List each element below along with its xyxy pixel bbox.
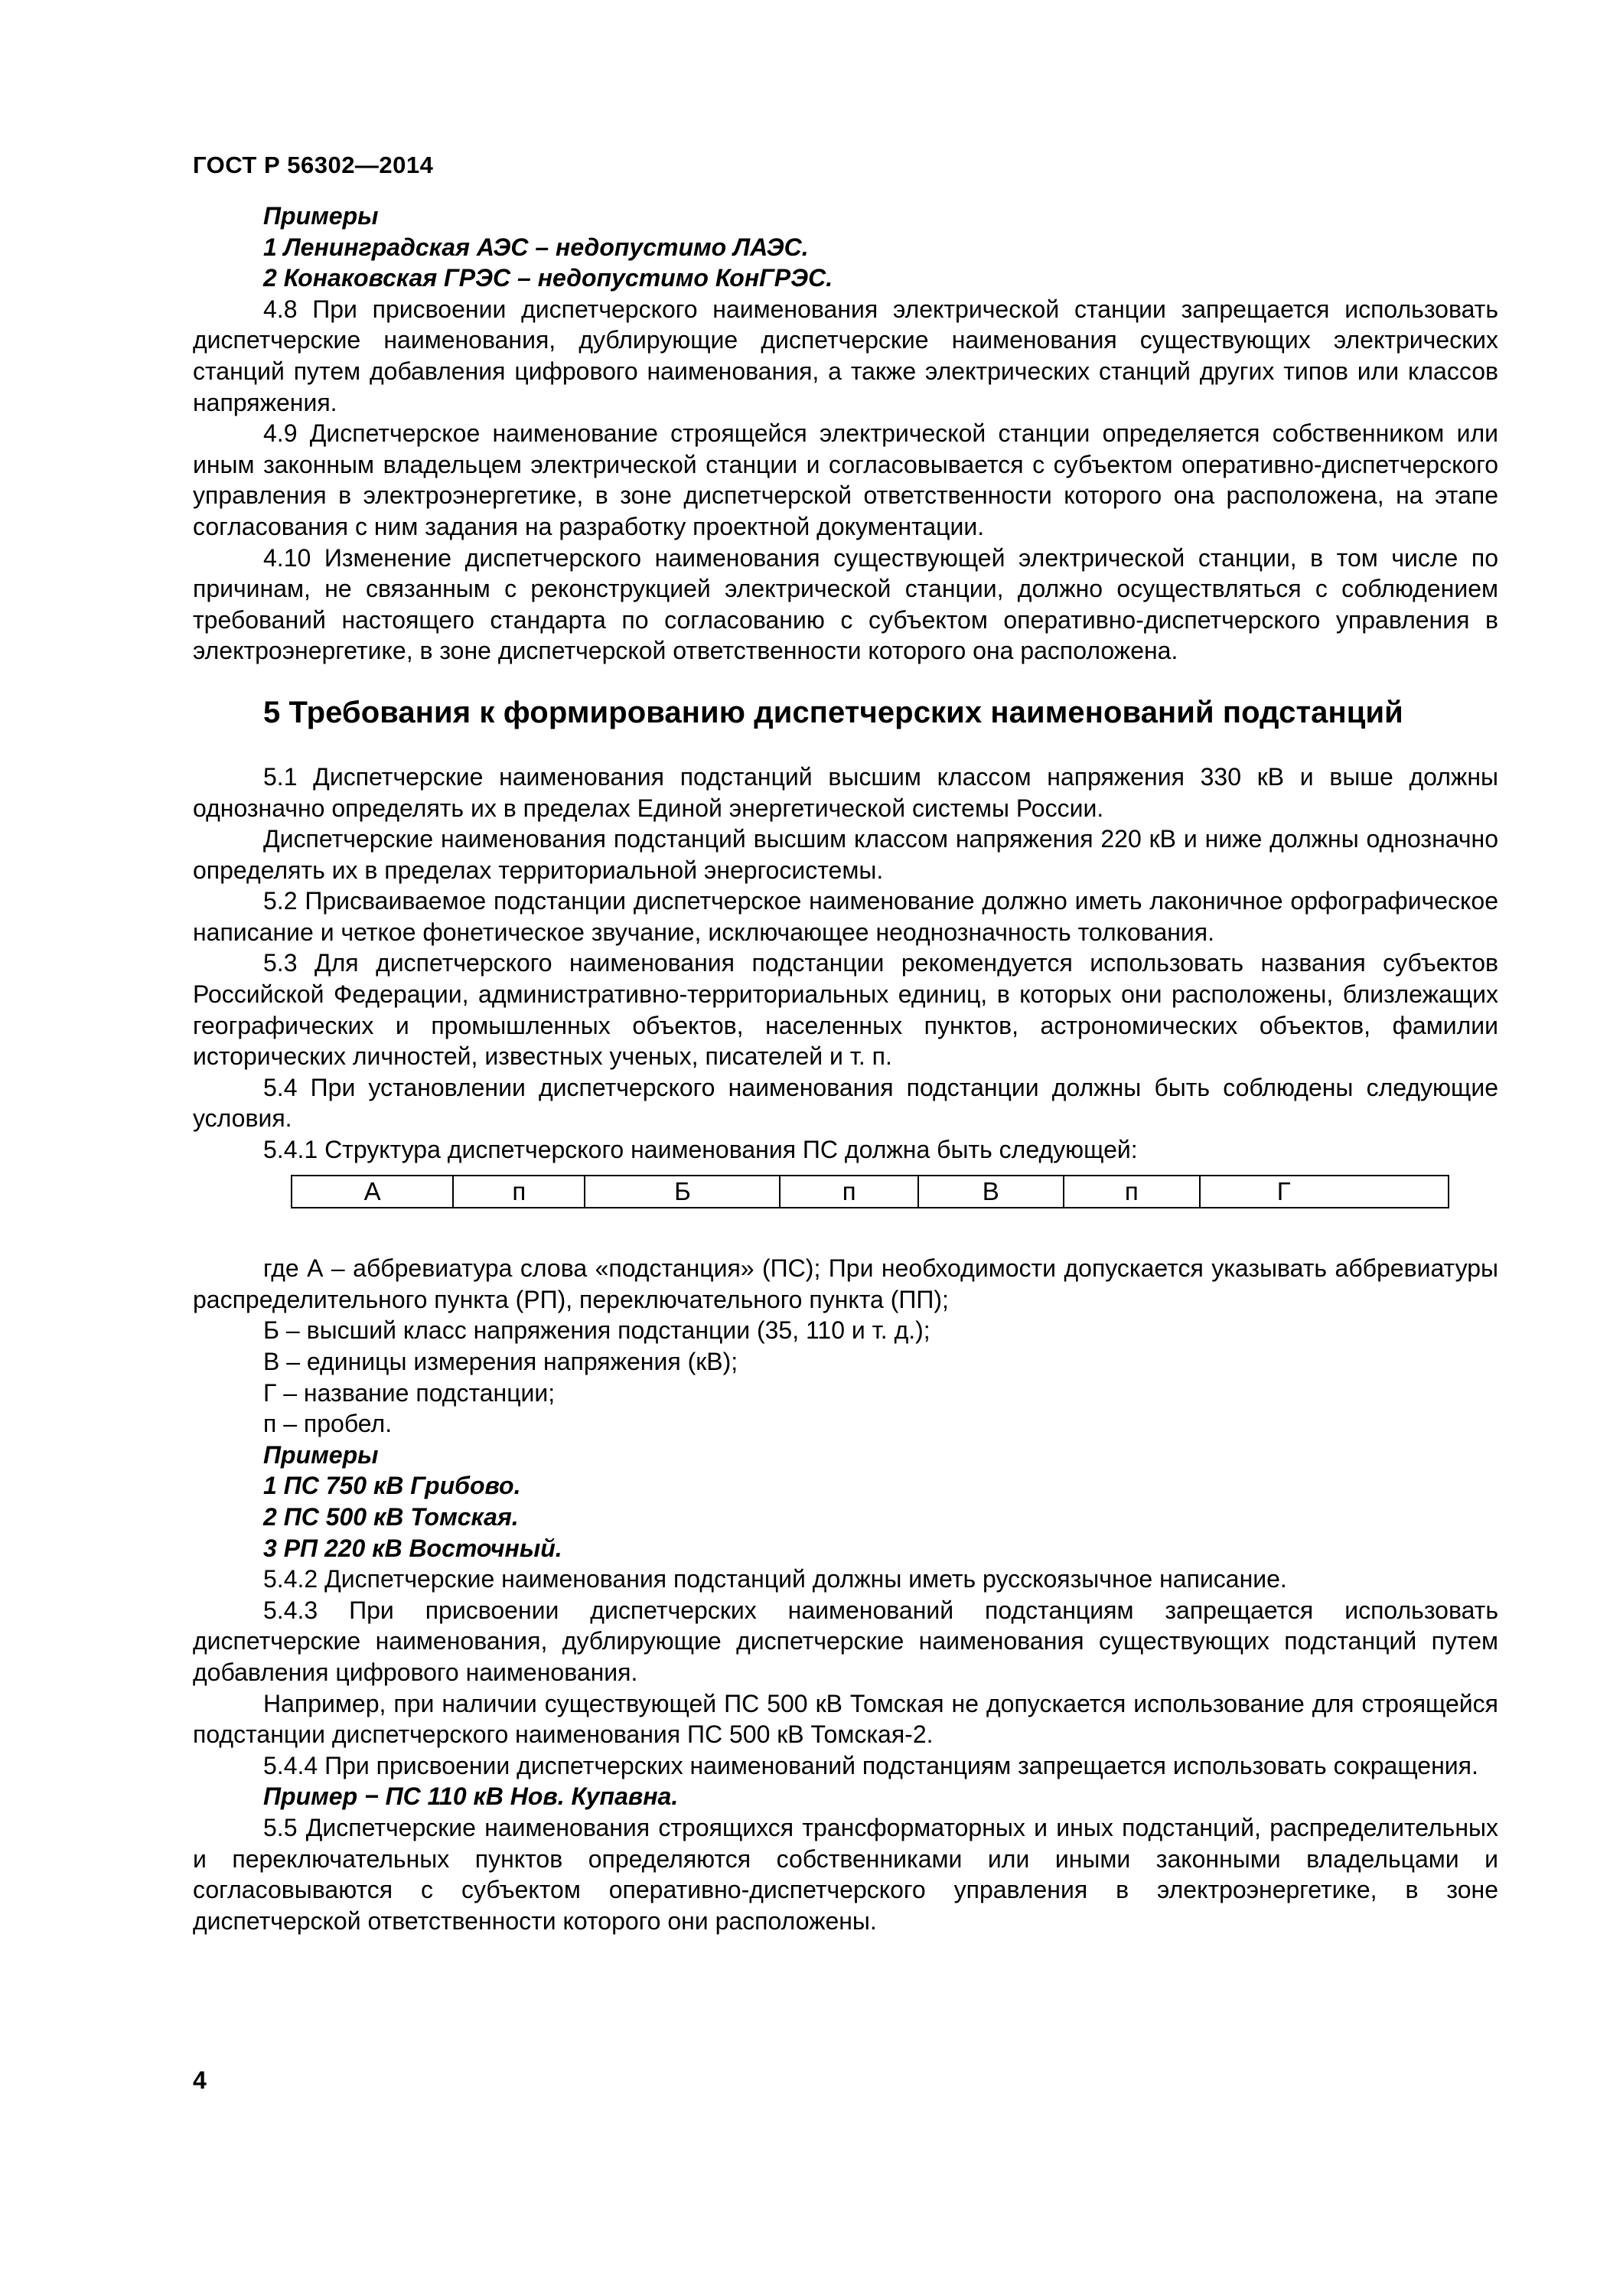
page-content (193, 201, 1498, 1936)
legend-line: Б – высший класс напряжения подстанции (35, 110 и т. д.); (263, 1316, 930, 1345)
section-5-heading: 5 Требования к формированию диспетчерских наименований подстанций (263, 695, 1403, 729)
clause-5-1: 5.1 Диспетчерские наименования подстанций высшим классом напряжения 330 кВ и выше должны однозначно определять их в пределах Единой энергетической системы России. (193, 762, 1498, 822)
example-item: 2 ПС 500 кВ Томская. (263, 1502, 519, 1531)
clause-5-5: 5.5 Диспетчерские наименования строящихся трансформаторных и иных подстанций, распределительных и переключательных пунктов определяются собственниками или иными законными владельцами и согласовываются с субъектом оперативно-диспетчерского управления в электроэнергетике, в зоне диспетчерской ответственности которого они расположены. (193, 1813, 1498, 1935)
clause-4-8: 4.8 При присвоении диспетчерского наименования электрической станции запрещается использовать диспетчерские наименования, дублирующие диспетчерские наименования существующих электрических станций путем добавления цифрового наименования, а также электрических станций других типов или классов напряжения. (193, 295, 1498, 416)
document-code-header: ГОСТ Р 56302—2014 (193, 152, 434, 178)
clause-5-4-1: 5.4.1 Структура диспетчерского наименования ПС должна быть следующей: (263, 1136, 1138, 1164)
clause-5-4: 5.4 При установлении диспетчерского наименования подстанции должны быть соблюдены следующие условия. (193, 1073, 1498, 1133)
example-item: 2 Конаковская ГРЭС – недопустимо КонГРЭС. (263, 264, 833, 292)
clause-5-4-3: 5.4.3 При присвоении диспетчерских наименований подстанциям запрещается использовать диспетчерские наименования, дублирующие диспетчерские наименования существующих подстанций путем добавления цифрового наименования. (193, 1596, 1498, 1686)
legend-line: Г – название подстанции; (263, 1378, 556, 1407)
examples-label: Примеры (263, 1440, 379, 1469)
legend-first: где А – аббревиатура слова «подстанция» (ПС); При необходимости допускается указывать аббревиатуры распределительного пункта (РП), переключательного пункта (ПП); (193, 1254, 1498, 1313)
clause-5-4-4: 5.4.4 При присвоении диспетчерских наименований подстанциям запрещается использовать сокращения. (263, 1751, 1478, 1779)
legend-line: В – единицы измерения напряжения (кВ); (263, 1348, 738, 1375)
structure-cell-a: А (292, 1176, 453, 1208)
structure-row (292, 1176, 1449, 1208)
clause-4-10: 4.10 Изменение диспетчерского наименования существующей электрической станции, в том числе по причинам, не связанным с реконструкцией электрической станции, должно осуществляться с соблюдением требований настоящего стандарта по согласованию с субъектом оперативно-диспетчерского управления в электроэнергетике, в зоне диспетчерской ответственности которого она расположена. (193, 543, 1498, 665)
structure-cell-v: В (918, 1176, 1064, 1208)
examples-label: Примеры (263, 202, 379, 230)
legend-line: п – пробел. (263, 1410, 393, 1438)
structure-cell-space: п (453, 1176, 585, 1208)
example-single: Пример − ПС 110 кВ Нов. Купавна. (263, 1782, 679, 1811)
example-item: 1 Ленинградская АЭС – недопустимо ЛАЭС. (263, 233, 809, 261)
clause-5-3: 5.3 Для диспетчерского наименования подстанции рекомендуется использовать названия субъектов Российской Федерации, административно-территориальных единиц, в которых они расположены, близлежащих географических и промышленных объектов, населенных пунктов, астрономических объектов, фамилии исторических личностей, известных ученых, писателей и т. п. (193, 949, 1498, 1071)
structure-cell-space: п (1064, 1176, 1200, 1208)
name-structure-table (291, 1175, 1449, 1209)
clause-5-4-2: 5.4.2 Диспетчерские наименования подстанций должны иметь русскоязычное написание. (263, 1565, 1287, 1593)
example-item: 1 ПС 750 кВ Грибово. (263, 1472, 521, 1500)
example-item: 3 РП 220 кВ Восточный. (263, 1534, 562, 1562)
clause-5-2: 5.2 Присваиваемое подстанции диспетчерское наименование должно иметь лаконичное орфографическое написание и четкое фонетическое звучание, исключающее неоднозначность толкования. (193, 887, 1498, 946)
clause-5-1-cont: Диспетчерские наименования подстанций высшим классом напряжения 220 кВ и ниже должны однозначно определять их в пределах территориальной энергосистемы. (193, 825, 1498, 884)
page-number: 4 (193, 2066, 207, 2094)
structure-cell-space: п (780, 1176, 917, 1208)
structure-cell-g: Г (1200, 1176, 1449, 1208)
clause-5-4-3-example: Например, при наличии существующей ПС 500 кВ Томская не допускается использование для строящейся подстанции диспетчерского наименования ПС 500 кВ Томская-2. (193, 1689, 1498, 1749)
clause-4-9: 4.9 Диспетчерское наименование строящейся электрической станции определяется собственником или иным законным владельцем электрической станции и согласовывается с субъектом оперативно-диспетчерского управления в электроэнергетике, в зоне диспетчерской ответственности которого она расположена, на этапе согласования с ним задания на разработку проектной документации. (193, 419, 1498, 540)
structure-cell-b: Б (585, 1176, 780, 1208)
